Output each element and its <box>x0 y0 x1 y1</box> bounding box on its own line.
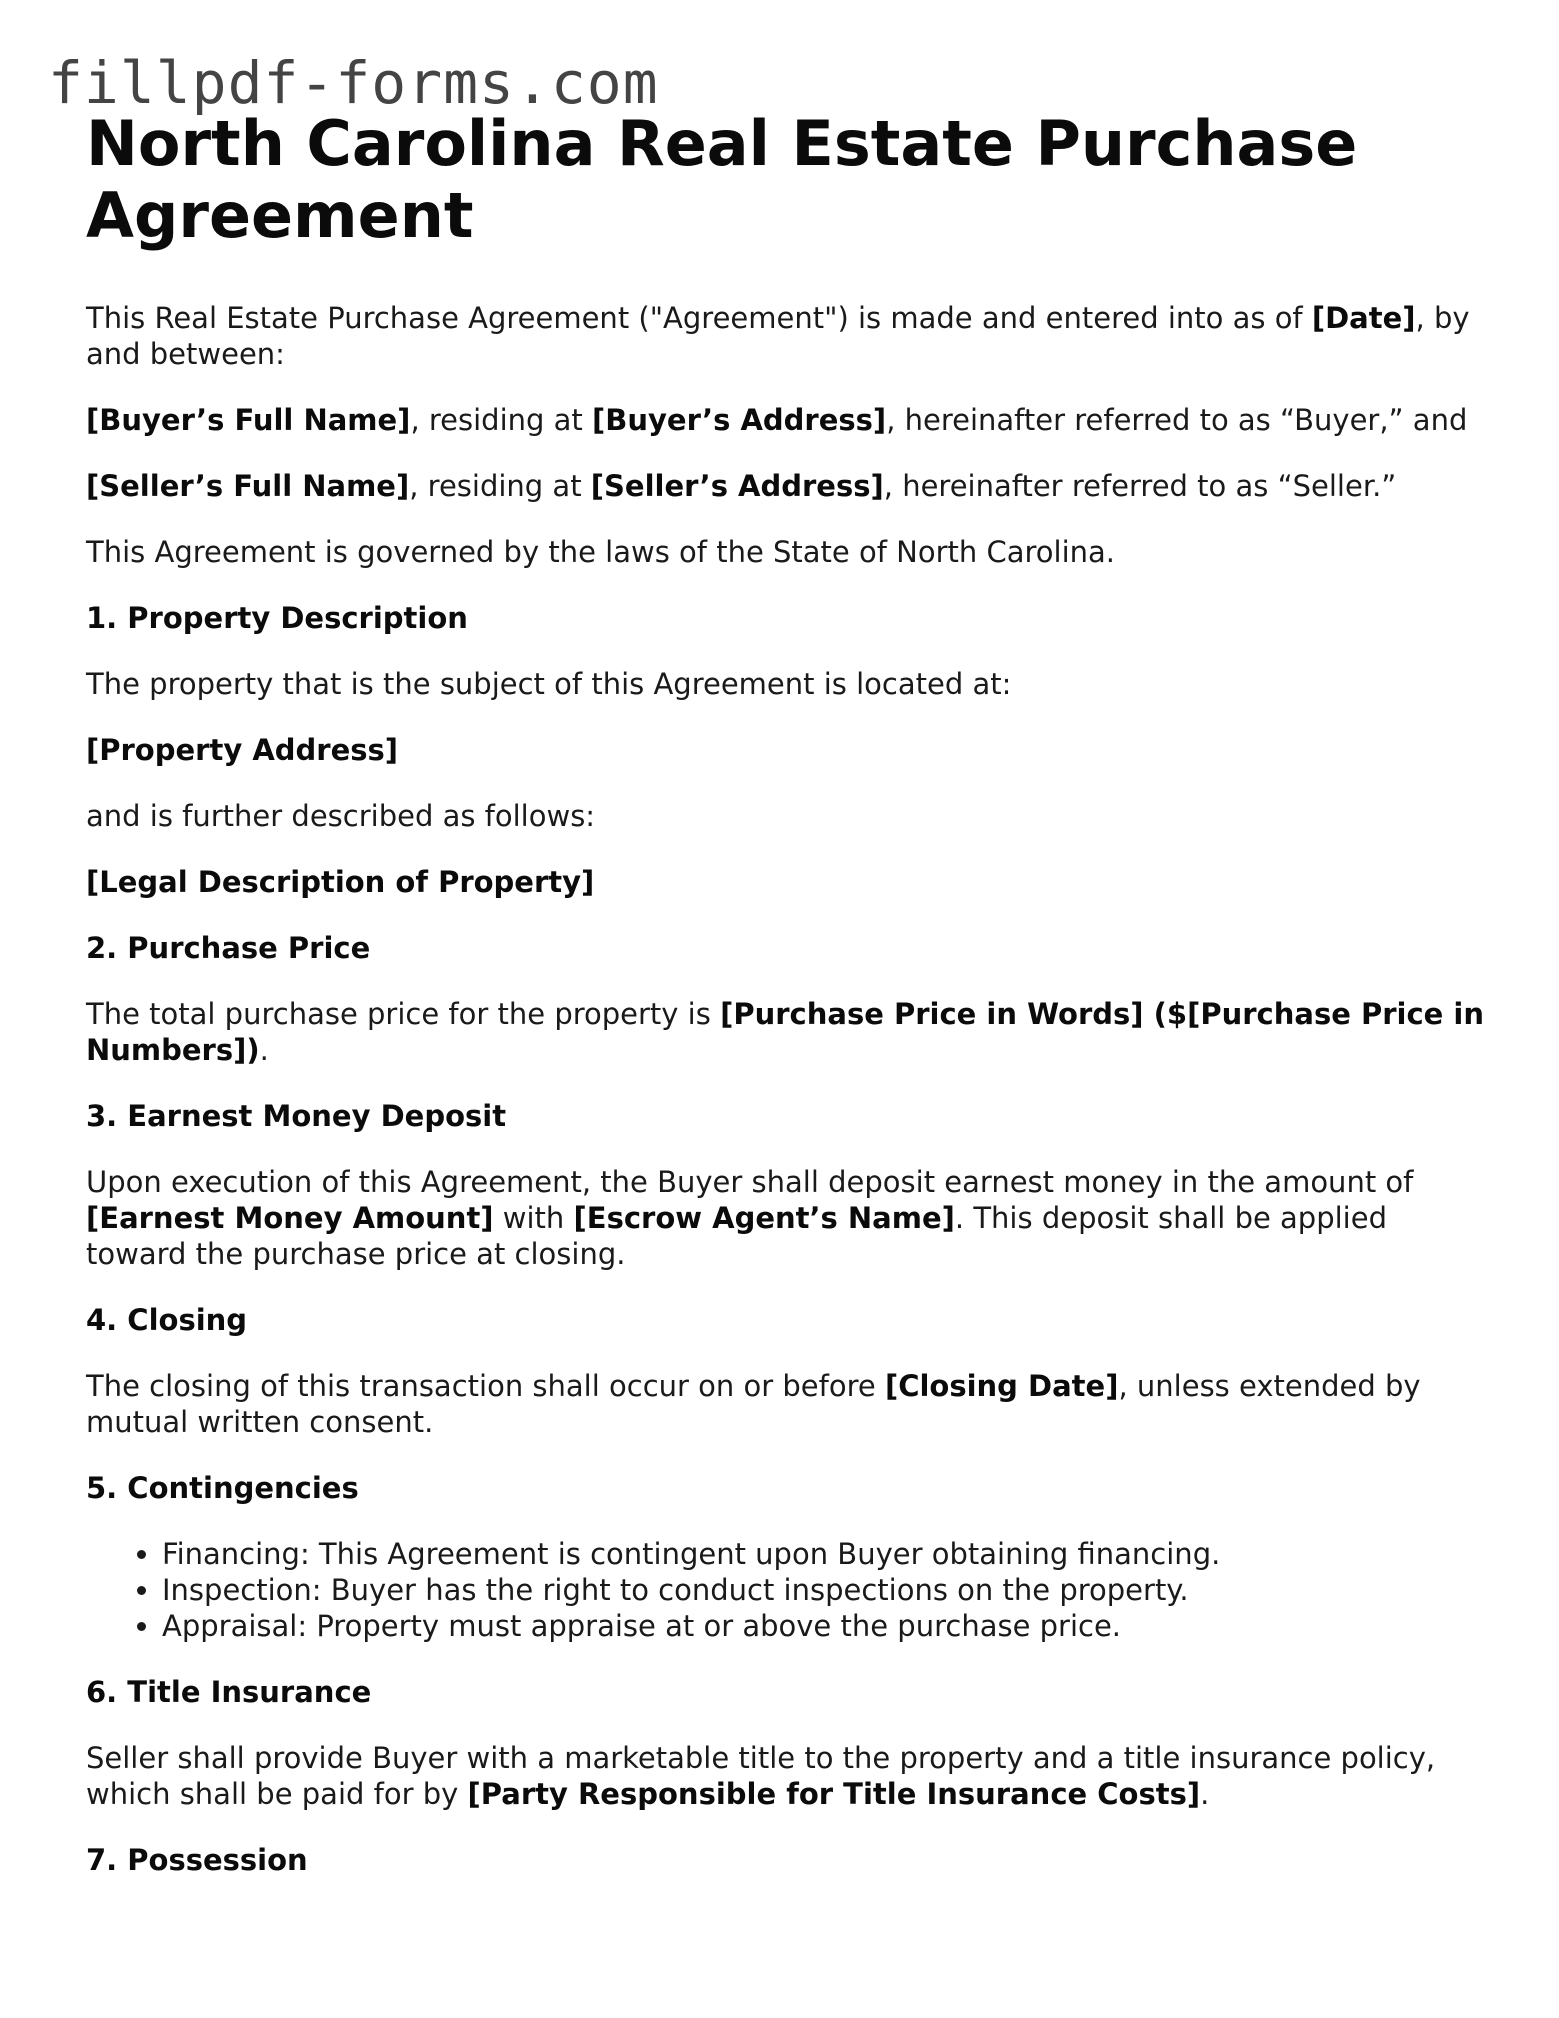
section-heading-earnest: 3. Earnest Money Deposit <box>86 1099 507 1133</box>
earnest-amount-placeholder: [Earnest Money Amount] <box>86 1201 494 1235</box>
watermark: fillpdf-forms.com <box>48 49 659 117</box>
title-insurance-text-before: Seller shall provide Buyer with a marketable title to the property and a title insurance policy, which shall be paid for by <box>86 1741 1436 1811</box>
title-insurance-party-placeholder: [Party Responsible for Title Insurance Costs] <box>467 1777 1201 1811</box>
document-title: North Carolina Real Estate Purchase Agreement <box>86 107 1358 252</box>
date-placeholder: [Date] <box>1311 301 1416 335</box>
price-text-after: . <box>259 1033 269 1067</box>
intro-paragraph <box>86 300 1486 372</box>
property-intro: The property that is the subject of this Agreement is located at: <box>86 667 1012 701</box>
intro-text-before: This Real Estate Purchase Agreement ("Agreement") is made and entered into as of <box>86 301 1312 335</box>
section-heading-closing: 4. Closing <box>86 1303 248 1337</box>
section-heading-possession: 7. Possession <box>86 1843 308 1877</box>
list-item: • Appraisal: Property must appraise at or above the purchase price. <box>162 1608 1486 1644</box>
property-address-placeholder: [Property Address] <box>86 733 399 767</box>
seller-address-placeholder: [Seller’s Address] <box>590 469 884 503</box>
governing-law-paragraph: This Agreement is governed by the laws of the State of North Carolina. <box>86 535 1116 569</box>
price-paragraph <box>86 996 1486 1068</box>
document-body <box>86 108 1486 1908</box>
title-insurance-text-after: . <box>1200 1777 1210 1811</box>
closing-date-placeholder: [Closing Date] <box>884 1369 1119 1403</box>
closing-text-before: The closing of this transaction shall occur on or before <box>86 1369 885 1403</box>
section-heading-property: 1. Property Description <box>86 601 468 635</box>
earnest-text-before: Upon execution of this Agreement, the Buyer shall deposit earnest money in the amount of <box>86 1165 1414 1199</box>
contingencies-list <box>86 1536 1486 1644</box>
earnest-text-after: . This deposit shall be applied toward the purchase price at closing. <box>86 1201 1387 1271</box>
buyer-address-placeholder: [Buyer’s Address] <box>592 403 887 437</box>
buyer-tail-text: , hereinafter referred to as “Buyer,” and <box>886 403 1468 437</box>
closing-text-after: , unless extended by mutual written consent. <box>86 1369 1421 1439</box>
section-heading-contingencies: 5. Contingencies <box>86 1471 359 1505</box>
buyer-paragraph <box>86 402 1486 438</box>
buyer-name-placeholder: [Buyer’s Full Name] <box>86 403 411 437</box>
purchase-price-placeholder: [Purchase Price in Words] ($[Purchase Price in Numbers]) <box>86 997 1485 1067</box>
list-item: • Inspection: Buyer has the right to conduct inspections on the property. <box>162 1572 1486 1608</box>
escrow-agent-placeholder: [Escrow Agent’s Name] <box>573 1201 955 1235</box>
list-item: • Financing: This Agreement is contingent upon Buyer obtaining financing. <box>162 1536 1486 1572</box>
title-insurance-paragraph <box>86 1740 1486 1812</box>
intro-text-after: , by and between: <box>86 301 1470 371</box>
closing-paragraph <box>86 1368 1486 1440</box>
seller-mid-text: , residing at <box>409 469 591 503</box>
property-further-text: and is further described as follows: <box>86 799 596 833</box>
section-heading-title-insurance: 6. Title Insurance <box>86 1675 372 1709</box>
legal-description-placeholder: [Legal Description of Property] <box>86 865 595 899</box>
price-text-before: The total purchase price for the property is <box>86 997 721 1031</box>
earnest-paragraph <box>86 1164 1486 1272</box>
seller-tail-text: , hereinafter referred to as “Seller.” <box>883 469 1397 503</box>
seller-name-placeholder: [Seller’s Full Name] <box>86 469 410 503</box>
section-heading-price: 2. Purchase Price <box>86 931 371 965</box>
seller-paragraph <box>86 468 1486 504</box>
earnest-mid-text: with <box>493 1201 574 1235</box>
buyer-mid-text: , residing at <box>410 403 592 437</box>
